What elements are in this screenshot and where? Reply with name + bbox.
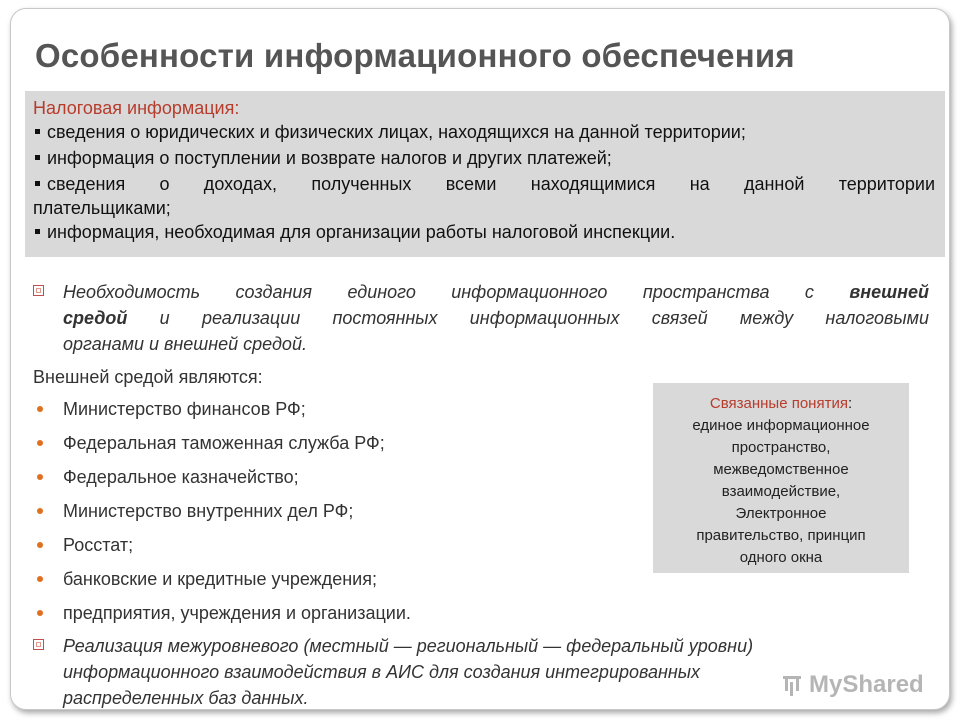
related-concept-line: пространство, — [731, 439, 831, 456]
page-title: Особенности информационного обеспечения — [35, 37, 795, 74]
list-item: Министерство финансов РФ; — [33, 395, 411, 429]
related-concept-line: межведомственное — [713, 461, 849, 478]
square-bullet-icon — [35, 229, 40, 234]
tax-info-item: информация о поступлении и возврате налогов и других платежей; — [33, 145, 935, 171]
square-bullet-icon — [35, 155, 40, 160]
list-item: Федеральное казначейство; — [33, 463, 411, 497]
external-environment-label: Внешней средой являются: — [33, 367, 263, 387]
tax-info-item: информация, необходимая для организации работы налоговой инспекции. — [33, 219, 935, 245]
square-bullet-icon — [35, 129, 40, 134]
bullet-dot-icon — [37, 610, 43, 616]
list-item: Министерство внутренних дел РФ; — [33, 497, 411, 531]
watermark: MyShared — [781, 671, 924, 699]
related-concept-line: правительство, принцип — [696, 527, 866, 544]
related-concept-line: одного окна — [739, 549, 823, 566]
related-concepts-heading: Связанные понятия — [709, 395, 848, 412]
bullet-dot-icon — [37, 440, 43, 446]
external-list — [33, 395, 411, 633]
tax-info-item: сведения о доходах, полученных всеми находящимися на данной территории — [33, 171, 935, 197]
tax-info-item-continuation: плательщиками; — [33, 198, 171, 218]
tax-info-box — [25, 91, 945, 257]
list-item: предприятия, учреждения и организации. — [33, 599, 411, 633]
paragraph-interlevel-interaction: Реализация межуровневого (местный — региональный — федеральный уровни) информационного взаимодействия в АИС для создания интегрированных распределенных баз данных. — [33, 633, 929, 710]
slide — [10, 8, 950, 710]
related-concepts-box: Связанные понятия: единое информационное пространство, межведомственное взаимодействие, Электронное правительство, принцип одного окна — [653, 383, 909, 573]
bullet-dot-icon — [37, 576, 43, 582]
checkbox-bullet-icon — [33, 639, 44, 650]
presentation-board-icon — [781, 674, 803, 696]
bullet-dot-icon — [37, 508, 43, 514]
list-item: Росстат; — [33, 531, 411, 565]
bullet-dot-icon — [37, 406, 43, 412]
related-concept-line: Электронное — [735, 505, 827, 522]
related-concept-line: единое информационное — [692, 417, 870, 434]
tax-info-heading: Налоговая информация: — [33, 98, 240, 118]
checkbox-bullet-icon — [33, 285, 44, 296]
square-bullet-icon — [35, 181, 40, 186]
bullet-dot-icon — [37, 542, 43, 548]
list-item: Федеральная таможенная служба РФ; — [33, 429, 411, 463]
tax-info-item: сведения о юридических и физических лицах, находящихся на данной территории; — [33, 119, 935, 145]
related-concept-line: взаимодействие, — [721, 483, 841, 500]
list-item: банковские и кредитные учреждения; — [33, 565, 411, 599]
paragraph-external-environment: Необходимость создания единого информационного пространства с внешней средой и реализации постоянных информационных связей между налоговыми органами и внешней средой. — [33, 279, 929, 357]
bullet-dot-icon — [37, 474, 43, 480]
